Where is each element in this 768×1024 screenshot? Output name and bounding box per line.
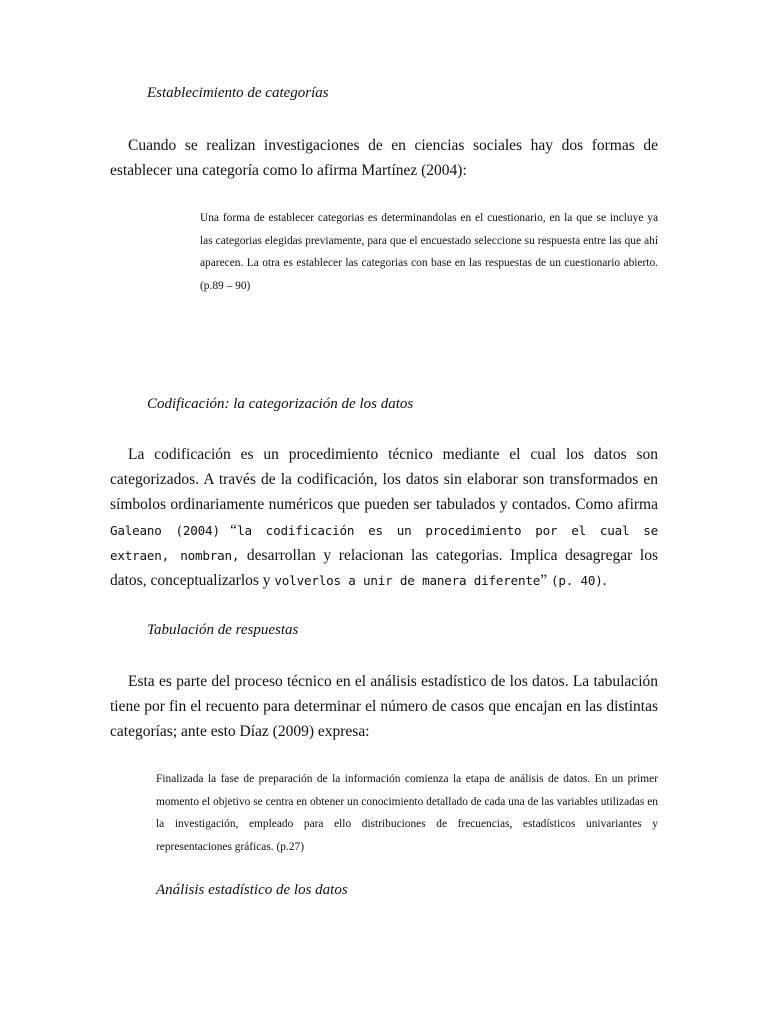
- citation-author: Galeano (2004): [110, 522, 220, 538]
- close-quote: ”: [540, 572, 551, 590]
- section-heading-tabulacion: Tabulación de respuestas: [147, 622, 299, 638]
- codificacion-text: La codificación es un procedimiento técnico mediante el cual los datos son categorizados. A través de la codificación, los datos sin elaborar son transformados en símbolos ordinariamente numéricos que pueden ser tabulados y contados. Como afirma: [110, 446, 658, 514]
- section-heading-codificacion: Codificación: la categorización de los datos: [147, 396, 414, 412]
- block-quote-martinez: Una forma de establecer categorias es determinandolas en el cuestionario, en la que se incluye ya las categorias elegidas previamente, para que el encuestado seleccione su respuesta entre las que ahí aparecen. La otra es establecer las categorias con base en las respuestas de un cuestionario abierto. (p.89 – 90): [200, 212, 658, 292]
- paragraph-codificacion: [110, 442, 658, 593]
- section-heading-analisis: Análisis estadístico de los datos: [156, 882, 348, 898]
- open-quote: “: [219, 521, 238, 539]
- paragraph-tabulacion: Esta es parte del proceso técnico en el análisis estadístico de los datos. La tabulación tiene por fin el recuento para determinar el número de casos que encajan en las distintas categorías; ante esto Díaz (2009) expresa:: [110, 673, 658, 741]
- paragraph-categorias: Cuando se realizan investigaciones de en ciencias sociales hay dos formas de establecer una categoría como lo afirma Martínez (2004):: [110, 137, 658, 180]
- section-heading-categorias: Establecimiento de categorías: [147, 85, 329, 101]
- period: .: [602, 572, 607, 590]
- inline-quote-part2: desarrollan y relacionan las categorias. Implica desagregar los datos, conceptualizarlos y: [110, 546, 658, 590]
- inline-quote-part3: volverlos a unir de manera diferente: [274, 573, 541, 589]
- inline-quote-part1: la codificación es un procedimiento por el cual se extraen, nombran,: [110, 522, 658, 563]
- block-quote-diaz: Finalizada la fase de preparación de la información comienza la etapa de análisis de datos. En un primer momento el objetivo se centra en obtener un conocimiento detallado de cada una de las variables utilizadas en la investigación, empleado para ello distribuciones de frecuencias, estadísticos univariantes y representaciones gráficas. (p.27): [156, 773, 658, 853]
- citation-page: (p. 40): [550, 573, 603, 589]
